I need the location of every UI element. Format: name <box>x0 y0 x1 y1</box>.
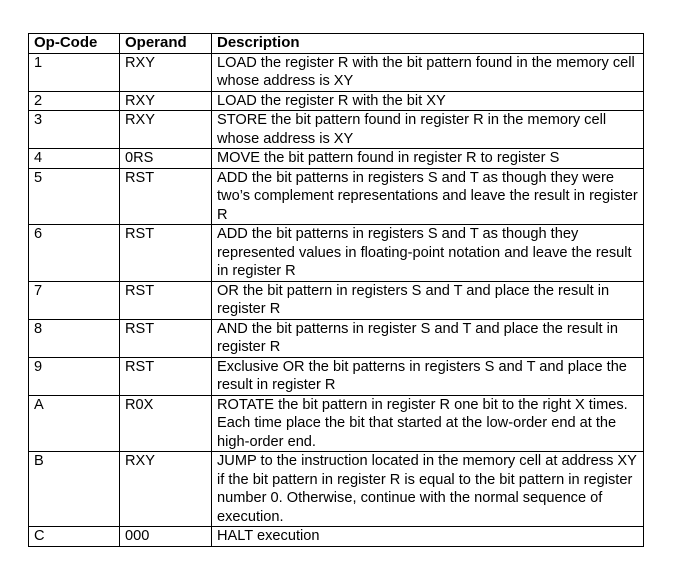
opcode-cell: B <box>29 452 120 527</box>
table-row <box>29 357 644 395</box>
operand-cell: RXY <box>120 111 212 149</box>
operand-cell: 000 <box>120 527 212 547</box>
table-row <box>29 111 644 149</box>
description-cell: ADD the bit patterns in registers S and T as though they represented values in floating-point notation and leave the result in register R <box>212 225 644 282</box>
table-row <box>29 281 644 319</box>
table-row <box>29 527 644 547</box>
description-cell: AND the bit patterns in register S and T and place the result in register R <box>212 319 644 357</box>
opcode-cell: 3 <box>29 111 120 149</box>
opcode-cell: 9 <box>29 357 120 395</box>
description-cell: LOAD the register R with the bit pattern found in the memory cell whose address is XY <box>212 53 644 91</box>
table-row <box>29 452 644 527</box>
operand-cell: RST <box>120 225 212 282</box>
description-cell: OR the bit pattern in registers S and T and place the result in register R <box>212 281 644 319</box>
description-cell: MOVE the bit pattern found in register R to register S <box>212 149 644 169</box>
operand-cell: R0X <box>120 395 212 452</box>
operand-cell: RST <box>120 168 212 225</box>
opcode-cell: 2 <box>29 91 120 111</box>
header-operand: Operand <box>120 34 212 54</box>
table-row <box>29 53 644 91</box>
table-row <box>29 168 644 225</box>
operand-cell: RST <box>120 319 212 357</box>
opcode-cell: 8 <box>29 319 120 357</box>
opcode-cell: C <box>29 527 120 547</box>
opcode-cell: A <box>29 395 120 452</box>
opcode-cell: 4 <box>29 149 120 169</box>
table-header-row <box>29 34 644 54</box>
operand-cell: RXY <box>120 53 212 91</box>
opcode-table <box>28 33 644 547</box>
header-opcode: Op-Code <box>29 34 120 54</box>
description-cell: ROTATE the bit pattern in register R one bit to the right X times. Each time place the bit that started at the low-order end at the high-order end. <box>212 395 644 452</box>
table-row <box>29 91 644 111</box>
table-row <box>29 395 644 452</box>
description-cell: ADD the bit patterns in registers S and T as though they were two’s complement representations and leave the result in register R <box>212 168 644 225</box>
table-row <box>29 149 644 169</box>
operand-cell: RST <box>120 281 212 319</box>
description-cell: LOAD the register R with the bit XY <box>212 91 644 111</box>
opcode-cell: 1 <box>29 53 120 91</box>
opcode-cell: 5 <box>29 168 120 225</box>
table-row <box>29 225 644 282</box>
opcode-cell: 6 <box>29 225 120 282</box>
table-row <box>29 319 644 357</box>
opcode-cell: 7 <box>29 281 120 319</box>
description-cell: JUMP to the instruction located in the memory cell at address XY if the bit pattern in register R is equal to the bit pattern in register number 0. Otherwise, continue with the normal sequence of execution. <box>212 452 644 527</box>
operand-cell: RST <box>120 357 212 395</box>
header-description: Description <box>212 34 644 54</box>
operand-cell: 0RS <box>120 149 212 169</box>
description-cell: Exclusive OR the bit patterns in registers S and T and place the result in register R <box>212 357 644 395</box>
operand-cell: RXY <box>120 452 212 527</box>
description-cell: STORE the bit pattern found in register R in the memory cell whose address is XY <box>212 111 644 149</box>
description-cell: HALT execution <box>212 527 644 547</box>
operand-cell: RXY <box>120 91 212 111</box>
